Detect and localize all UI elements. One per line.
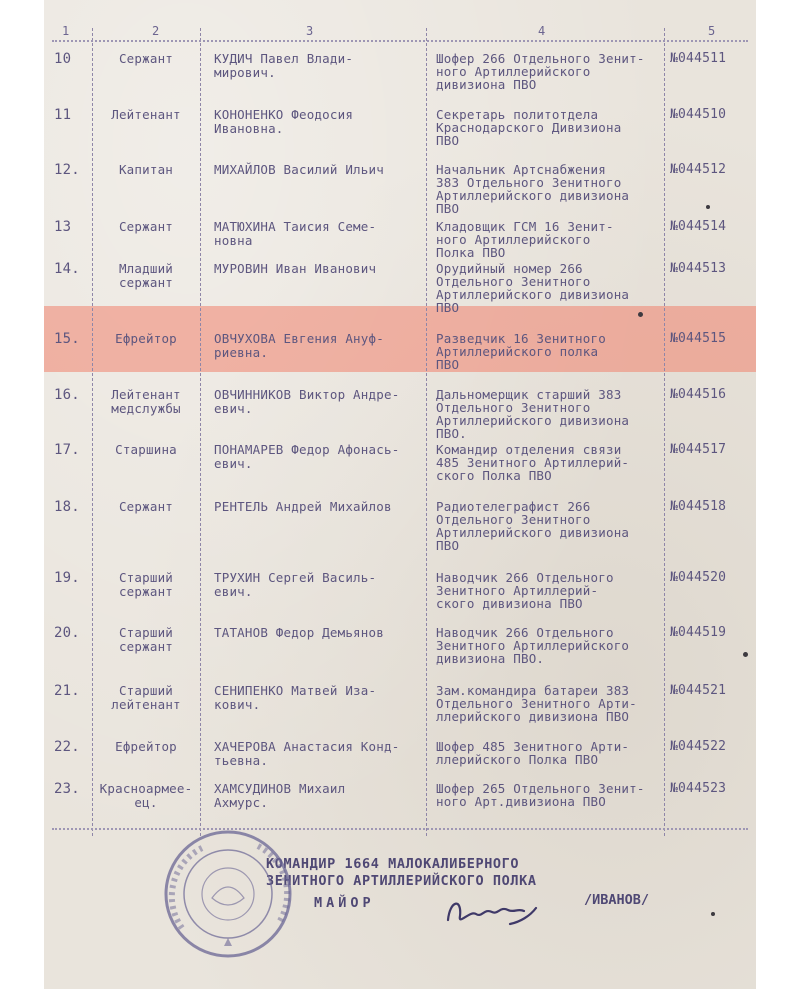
- position-cell: Наводчик 266 Отдельного Зенитного Артиллерийского дивизиона ПВО.: [436, 625, 630, 666]
- column-number: 3: [306, 24, 314, 38]
- row-number: 13: [54, 219, 72, 235]
- name-cell: КОНОНЕНКО Феодосия Ивановна.: [214, 107, 354, 136]
- rank-cell: Старший сержант: [118, 625, 174, 654]
- rank-cell: Сержант: [118, 51, 174, 66]
- column-number: 5: [708, 24, 716, 38]
- column-divider: [664, 28, 665, 836]
- row-number: 10: [54, 51, 72, 67]
- paper-speck: [706, 205, 710, 209]
- column-number: 1: [62, 24, 70, 38]
- certificate-cell: №044515: [670, 331, 727, 346]
- rank-cell: Старший лейтенант: [111, 683, 181, 712]
- certificate-cell: №044518: [670, 499, 727, 514]
- position-cell: Зам.командира батареи 383 Отдельного Зенитного Арти- ллерийского дивизиона ПВО: [436, 683, 637, 724]
- row-number: 19.: [54, 570, 80, 586]
- name-cell: ХАЧЕРОВА Анастасия Конд- тьевна.: [214, 739, 400, 768]
- certificate-cell: №044510: [670, 107, 727, 122]
- certificate-cell: №044517: [670, 442, 727, 457]
- name-cell: ОВЧИННИКОВ Виктор Андре- евич.: [214, 387, 400, 416]
- round-stamp-icon: [162, 828, 294, 960]
- position-cell: Разведчик 16 Зенитного Артиллерийского полка ПВО: [436, 331, 606, 372]
- position-cell: Секретарь политотдела Краснодарского Дивизиона ПВО: [436, 107, 622, 148]
- column-divider: [200, 28, 201, 836]
- rank-cell: Младший сержант: [118, 261, 174, 290]
- rank-cell: Ефрейтор: [115, 739, 177, 754]
- name-cell: ХАМСУДИНОВ Михаил Ахмурс.: [214, 781, 346, 810]
- certificate-cell: №044522: [670, 739, 727, 754]
- name-cell: ТРУХИН Сергей Василь- евич.: [214, 570, 377, 599]
- row-number: 16.: [54, 387, 80, 403]
- handwritten-signature-icon: [440, 880, 540, 940]
- name-cell: РЕНТЕЛЬ Андрей Михайлов: [214, 499, 392, 514]
- position-cell: Шофер 265 Отдельного Зенит- ного Арт.дивизиона ПВО: [436, 781, 645, 809]
- position-cell: Дальномерщик старший 383 Отдельного Зенитного Артиллерийского дивизиона ПВО.: [436, 387, 630, 441]
- rank-cell: Старший сержант: [118, 570, 174, 599]
- row-number: 20.: [54, 625, 80, 641]
- certificate-cell: №044511: [670, 51, 727, 66]
- signatory-name: /ИВАНОВ/: [584, 892, 650, 908]
- position-cell: Радиотелеграфист 266 Отдельного Зенитного Артиллерийского дивизиона ПВО: [436, 499, 630, 553]
- rank-cell: Капитан: [118, 162, 174, 177]
- certificate-cell: №044523: [670, 781, 727, 796]
- rank-cell: Лейтенант медслужбы: [111, 387, 181, 416]
- rank-cell: Старшина: [115, 442, 177, 457]
- row-number: 15.: [54, 331, 80, 347]
- column-number: 4: [538, 24, 546, 38]
- certificate-cell: №044513: [670, 261, 727, 276]
- row-number: 18.: [54, 499, 80, 515]
- rank-cell: Сержант: [118, 499, 174, 514]
- document-sheet: [44, 0, 756, 989]
- row-number: 22.: [54, 739, 80, 755]
- rank-cell: Ефрейтор: [115, 331, 177, 346]
- certificate-cell: №044514: [670, 219, 727, 234]
- commander-line: ЗЕНИТНОГО АРТИЛЛЕРИЙСКОГО ПОЛКА: [266, 873, 537, 889]
- position-cell: Орудийный номер 266 Отдельного Зенитного Артиллерийского дивизиона ПВО: [436, 261, 630, 315]
- rank-cell: Красноармее- ец.: [99, 781, 193, 810]
- row-number: 23.: [54, 781, 80, 797]
- paper-speck: [711, 912, 715, 916]
- row-number: 21.: [54, 683, 80, 699]
- certificate-cell: №044520: [670, 570, 727, 585]
- name-cell: ОВЧУХОВА Евгения Ануф- риевна.: [214, 331, 384, 360]
- name-cell: МУРОВИН Иван Иванович: [214, 261, 377, 276]
- certificate-cell: №044516: [670, 387, 727, 402]
- row-number: 17.: [54, 442, 80, 458]
- name-cell: СЕНИПЕНКО Матвей Иза- кович.: [214, 683, 377, 712]
- commander-line: КОМАНДИР 1664 МАЛОКАЛИБЕРНОГО: [266, 856, 520, 872]
- header-divider: [52, 40, 748, 42]
- row-number: 11: [54, 107, 72, 123]
- certificate-cell: №044519: [670, 625, 727, 640]
- column-divider: [426, 28, 427, 836]
- rank-cell: Сержант: [118, 219, 174, 234]
- table-bottom-divider: [52, 828, 748, 830]
- column-divider: [92, 28, 93, 836]
- position-cell: Кладовщик ГСМ 16 Зенит- ного Артиллерийского Полка ПВО: [436, 219, 614, 260]
- rank-cell: Лейтенант: [111, 107, 181, 122]
- name-cell: МИХАЙЛОВ Василий Ильич: [214, 162, 384, 177]
- name-cell: ТАТАНОВ Федор Демьянов: [214, 625, 384, 640]
- row-number: 14.: [54, 261, 80, 277]
- row-number: 12.: [54, 162, 80, 178]
- name-cell: МАТЮХИНА Таисия Семе- новна: [214, 219, 377, 248]
- position-cell: Наводчик 266 Отдельного Зенитного Артиллерий- ского дивизиона ПВО: [436, 570, 614, 611]
- position-cell: Начальник Артснабжения 383 Отдельного Зенитного Артиллерийского дивизиона ПВО: [436, 162, 630, 216]
- certificate-cell: №044521: [670, 683, 727, 698]
- position-cell: Командир отделения связи 485 Зенитного Артиллерий- ского Полка ПВО: [436, 442, 630, 483]
- position-cell: Шофер 266 Отдельного Зенит- ного Артиллерийского дивизиона ПВО: [436, 51, 645, 92]
- certificate-cell: №044512: [670, 162, 727, 177]
- paper-speck: [743, 652, 748, 657]
- position-cell: Шофер 485 Зенитного Арти- ллерийского Полка ПВО: [436, 739, 630, 767]
- signatory-rank: МАЙОР: [314, 895, 375, 911]
- column-number: 2: [152, 24, 160, 38]
- name-cell: ПОНАМАРЕВ Федор Афонась- евич.: [214, 442, 400, 471]
- name-cell: КУДИЧ Павел Влади- мирович.: [214, 51, 354, 80]
- paper-speck: [638, 312, 643, 317]
